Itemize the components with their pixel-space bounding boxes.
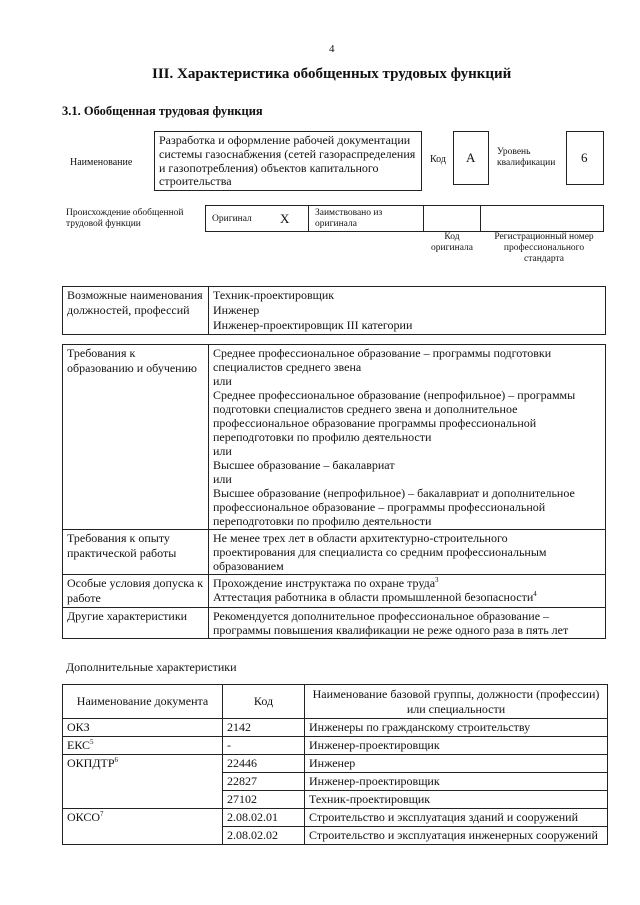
origin-label: Происхождение обобщенной трудовой функции <box>66 208 184 229</box>
req-line: профессиональное образование – программы профессиональной <box>213 500 546 514</box>
doc-cell <box>63 719 223 737</box>
origin-original-mark: X <box>280 211 290 226</box>
gtf-level-box <box>566 131 604 185</box>
req-line: или <box>213 444 232 458</box>
code-cell: 2.08.02.02 <box>223 827 305 845</box>
gtf-code-label: Код <box>430 154 446 165</box>
footnote-ref: 7 <box>100 810 104 818</box>
req-line <box>213 590 601 604</box>
additional-table <box>62 684 608 845</box>
gtf-code-box <box>453 131 489 185</box>
name-cell: Строительство и эксплуатация инженерных сооружений <box>305 827 608 845</box>
code-cell: 2142 <box>223 719 305 737</box>
req-line: или <box>213 472 232 486</box>
header-document: Наименование документа <box>63 685 223 719</box>
req-line: подготовки специалистов среднего звена и дополнительное <box>213 402 518 416</box>
origin-reg-caption: Регистрационный номер профессионального стандарта <box>494 232 594 264</box>
req-line: Рекомендуется дополнительное профессиональное образование – <box>213 609 550 623</box>
req-education-value <box>209 345 606 530</box>
doc-cell <box>63 809 223 845</box>
name-cell: Строительство и эксплуатация зданий и сооружений <box>305 809 608 827</box>
code-cell: 2.08.02.01 <box>223 809 305 827</box>
req-line: Высшее образование – бакалавриат <box>213 458 395 472</box>
req-line: переподготовки по профилю деятельности <box>213 514 432 528</box>
gtf-level-label: Уровень квалификации <box>497 147 556 168</box>
req-line: Среднее профессиональное образование – программы подготовки <box>213 346 552 360</box>
gtf-name-label: Наименование <box>70 157 133 168</box>
req-line <box>213 576 601 590</box>
gtf-name-value: Разработка и оформление рабочей документации системы газоснабжения (сетей газораспределения и газопотребления) объектов капитального строительства <box>159 133 416 189</box>
origin-code-caption: Код оригинала <box>431 232 473 253</box>
origin-original-label: Оригинал <box>212 214 252 224</box>
positions-label: Возможные наименования должностей, профессий <box>63 287 209 335</box>
name-cell: Инженеры по гражданскому строительству <box>305 719 608 737</box>
req-line: Среднее профессиональное образование (непрофильное) – программы <box>213 388 576 402</box>
req-experience-label: Требования к опыту практической работы <box>63 530 209 575</box>
req-line: специалистов среднего звена <box>213 360 362 374</box>
req-line: программы повышения квалификации не реже одного раза в пять лет <box>213 623 569 637</box>
origin-original-box <box>205 205 309 232</box>
footnote-ref: 4 <box>533 590 537 598</box>
origin-reg-box <box>480 205 604 232</box>
req-line: переподготовки по профилю деятельности <box>213 430 432 444</box>
subsection-title: 3.1. Обобщенная трудовая функция <box>62 104 263 118</box>
req-line: образованием <box>213 559 284 573</box>
footnote-ref: 6 <box>114 756 119 764</box>
req-line: Не менее трех лет в области архитектурно-строительного <box>213 531 508 545</box>
req-admission-label: Особые условия допуска к работе <box>63 575 209 608</box>
code-cell: 27102 <box>223 791 305 809</box>
code-cell: 22446 <box>223 755 305 773</box>
req-other-label: Другие характеристики <box>63 608 209 639</box>
gtf-level-value: 6 <box>581 150 588 165</box>
req-line: проектирования для специалиста со средним профессиональным <box>213 545 547 559</box>
code-cell: 22827 <box>223 773 305 791</box>
footnote-ref: 5 <box>90 738 94 746</box>
positions-values <box>209 287 606 335</box>
position-item: Инженер <box>213 303 260 317</box>
name-cell: Инженер-проектировщик <box>305 737 608 755</box>
header-name: Наименование базовой группы, должности (профессии) или специальности <box>305 685 608 719</box>
req-line: Высшее образование (непрофильное) – бакалавриат и дополнительное <box>213 486 575 500</box>
doc-name: ОКЗ <box>67 720 90 734</box>
name-cell: Инженер <box>305 755 608 773</box>
name-cell: Инженер-проектировщик <box>305 773 608 791</box>
origin-borrowed-box <box>308 205 424 232</box>
position-item: Инженер-проектировщик III категории <box>213 318 413 332</box>
req-experience-value <box>209 530 606 575</box>
req-education-label: Требования к образованию и обучению <box>63 345 209 530</box>
positions-table <box>62 286 606 335</box>
page-number: 4 <box>329 43 335 55</box>
origin-code-box <box>423 205 481 232</box>
req-line: или <box>213 374 232 388</box>
footnote-ref: 3 <box>435 576 439 584</box>
req-line: профессиональное образование программы профессиональной <box>213 416 537 430</box>
name-cell: Техник-проектировщик <box>305 791 608 809</box>
req-line-text: Аттестация работника в области промышленной безопасности <box>213 590 534 604</box>
req-admission-value <box>209 575 606 608</box>
origin-borrowed-label: Заимствовано из оригинала <box>315 208 383 229</box>
doc-cell <box>63 755 223 809</box>
header-code: Код <box>223 685 305 719</box>
additional-title: Дополнительные характеристики <box>66 660 237 674</box>
position-item: Техник-проектировщик <box>213 288 335 302</box>
gtf-name-box <box>154 131 422 191</box>
doc-cell <box>63 737 223 755</box>
code-cell: - <box>223 737 305 755</box>
req-other-value <box>209 608 606 639</box>
doc-name: ОКСО <box>67 810 101 824</box>
doc-name: ОКПДТР <box>67 756 115 770</box>
section-title: III. Характеристика обобщенных трудовых функций <box>152 66 512 82</box>
req-line-text: Прохождение инструктажа по охране труда <box>213 576 436 590</box>
doc-name: ЕКС <box>67 738 91 752</box>
gtf-code-value: A <box>466 150 476 165</box>
requirements-table <box>62 344 606 639</box>
